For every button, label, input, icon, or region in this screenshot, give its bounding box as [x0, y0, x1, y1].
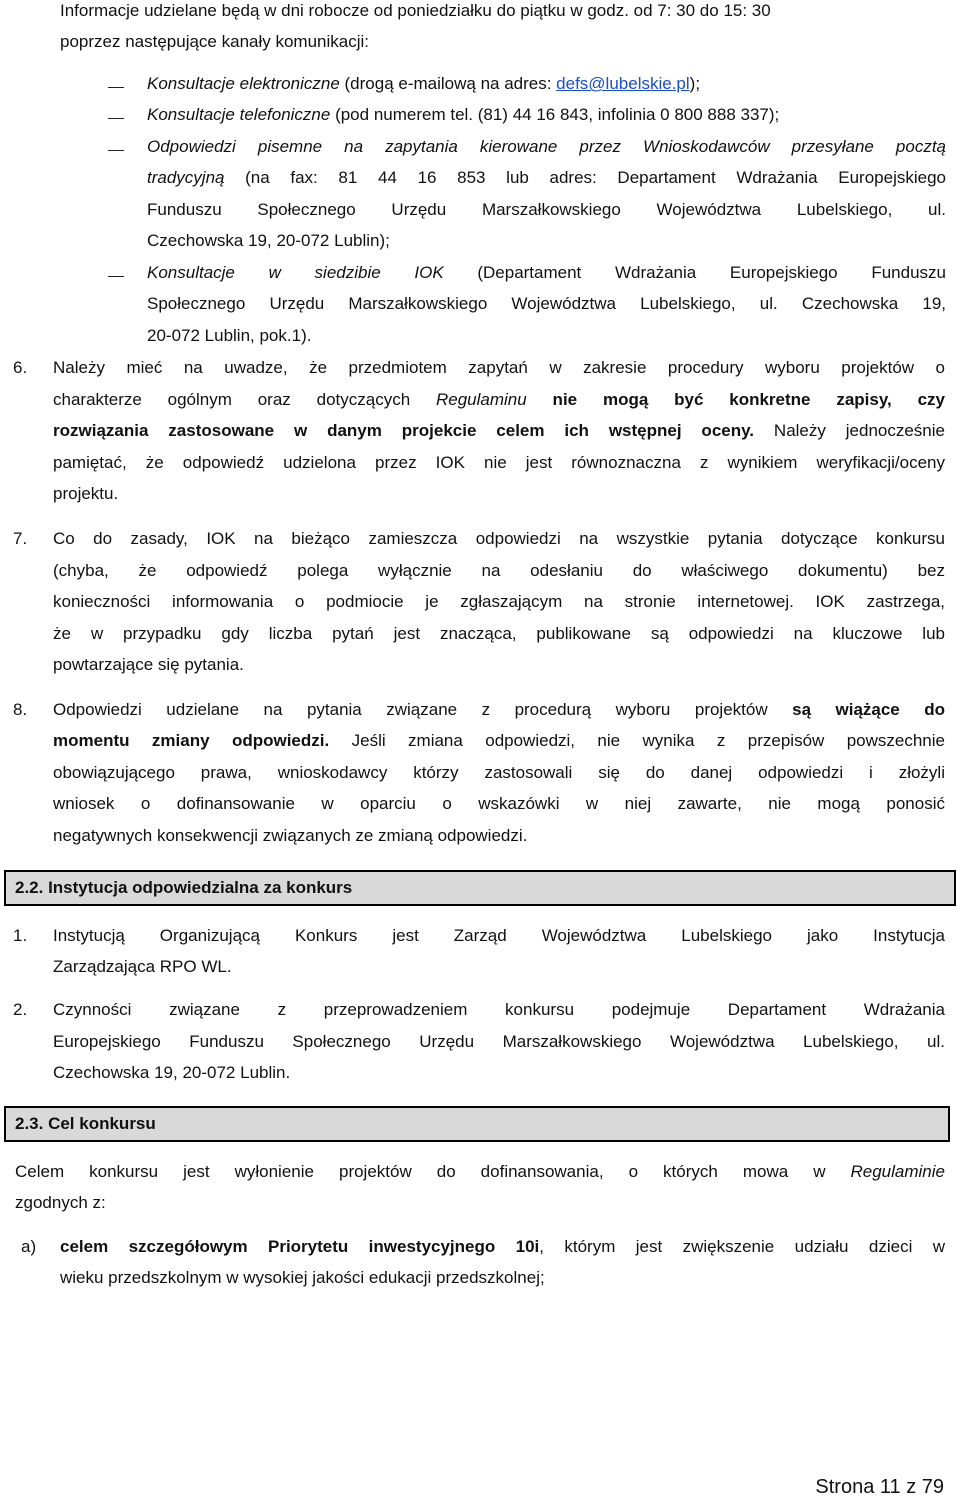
item8-line-2: [53, 731, 945, 751]
item7-line-5: powtarzające się pytania.: [53, 655, 244, 674]
channel-email-label: Konsultacje elektroniczne: [147, 74, 340, 93]
item7-line-4: że w przypadku gdy liczba pytań jest znacząca, publikowane są odpowiedzi na kluczowe lub: [53, 624, 945, 643]
item8-bold: są wiążące do: [792, 700, 946, 719]
item-number: 1.: [13, 926, 28, 945]
channel-written-line-2: [147, 168, 946, 188]
item7-line-1: Co do zasady, IOK na bieżąco zamieszcza odpowiedzi na wszystkie pytania dotyczące konkursu: [53, 529, 945, 548]
item6-line-1: Należy mieć na uwadze, że przedmiotem zapytań w zakresie procedury wyboru projektów o: [53, 358, 945, 377]
channel-office-text: (Departament Wdrażania Europejskiego Funduszu: [443, 263, 946, 282]
s23-item-a-line-2: wieku przedszkolnym w wysokiej jakości edukacji przedszkolnej;: [60, 1268, 545, 1287]
channel-written-line-1: [147, 137, 946, 157]
item8-line-4: wniosek o dofinansowanie w oparciu o wskazówki w niej zawarte, nie mogą ponosić: [53, 794, 945, 813]
item7-line-2: (chyba, że odpowiedź polega wyłącznie na odesłaniu do właściwego dokumentu) bez: [53, 561, 945, 580]
dash-bullet: [108, 87, 124, 88]
channel-written-label-2: tradycyjną: [147, 168, 225, 187]
item6-line-3: [53, 421, 945, 441]
s23-item-a-text: , którym jest zwiększenie udziału dzieci w: [539, 1237, 945, 1256]
s23-text: Celem konkursu jest wyłonienie projektów do dofinansowania, o których mowa w: [15, 1162, 851, 1181]
item8-line-1: [53, 700, 945, 720]
s23-item-a-line-1: [60, 1237, 945, 1257]
dash-bullet: [108, 276, 124, 277]
item8-line-5: negatywnych konsekwencji związanych ze zmianą odpowiedzi.: [53, 826, 528, 845]
item6-bold: nie mogą być konkretne zapisy, czy: [526, 390, 945, 409]
item6-text-2: Należy jednocześnie: [754, 421, 945, 440]
channel-written-text-2: (na fax: 81 44 16 853 lub adres: Departament Wdrażania Europejskiego: [224, 168, 946, 187]
s23-item-a-bold: celem szczegółowym Priorytetu inwestycyjnego 10i: [60, 1237, 540, 1256]
regulamin-italic-2: Regulaminie: [850, 1162, 945, 1181]
s23-paragraph-line-1: [15, 1162, 945, 1182]
section-heading-2-3: 2.3. Cel konkursu: [4, 1106, 950, 1142]
channel-office-line-2: Społecznego Urzędu Marszałkowskiego Województwa Lubelskiego, ul. Czechowska 19,: [147, 294, 946, 313]
item-number: 8.: [13, 700, 28, 719]
intro-line-2: poprzez następujące kanały komunikacji:: [60, 32, 370, 51]
channel-email-end: );: [689, 74, 701, 93]
regulamin-italic: Regulaminu: [436, 390, 527, 409]
item8-text-2: Jeśli zmiana odpowiedzi, nie wynika z przepisów powszechnie: [329, 731, 945, 750]
channel-office-line-3: 20-072 Lublin, pok.1).: [147, 326, 312, 345]
item6-line-4: pamiętać, że odpowiedź udzielona przez IOK nie jest równoznaczna z wynikiem weryfikacji/oceny: [53, 453, 945, 472]
item-number: 2.: [13, 1000, 28, 1019]
item6-text: charakterze ogólnym oraz dotyczących: [53, 390, 436, 409]
channel-phone-text: (pod numerem tel. (81) 44 16 843, infolinia 0 800 888 337);: [330, 105, 780, 124]
intro-line-1: Informacje udzielane będą w dni robocze od poniedziałku do piątku w godz. od 7: 30 do 15: 30: [60, 1, 771, 20]
channel-phone-label: Konsultacje telefoniczne: [147, 105, 331, 124]
s22-item1-line-2: Zarządzająca RPO WL.: [53, 957, 232, 976]
channel-phone: [147, 105, 779, 125]
item7-line-3: konieczności informowania o podmiocie je zgłaszającym na stronie internetowej. IOK zastrzega,: [53, 592, 945, 611]
channel-written-line-3: Funduszu Społecznego Urzędu Marszałkowskiego Województwa Lubelskiego, ul.: [147, 200, 946, 219]
item6-bold-2: rozwiązania zastosowane w danym projekcie celem ich wstępnej oceny.: [53, 421, 755, 440]
dash-bullet: [108, 118, 124, 119]
s22-item2-line-3: Czechowska 19, 20-072 Lublin.: [53, 1063, 291, 1082]
item-number: 6.: [13, 358, 28, 377]
s22-item2-line-2: Europejskiego Funduszu Społecznego Urzędu Marszałkowskiego Województwa Lubelskiego, ul.: [53, 1032, 945, 1051]
s22-item2-line-1: Czynności związane z przeprowadzeniem konkursu podejmuje Departament Wdrażania: [53, 1000, 945, 1019]
channel-written-label: Odpowiedzi pisemne na zapytania kierowane przez Wnioskodawców przesyłane pocztą: [147, 137, 946, 156]
channel-written-line-4: Czechowska 19, 20-072 Lublin);: [147, 231, 390, 250]
section-heading-2-2: 2.2. Instytucja odpowiedzialna za konkurs: [4, 870, 956, 906]
channel-office-label: Konsultacje w siedzibie IOK: [147, 263, 444, 282]
item6-line-5: projektu.: [53, 484, 119, 503]
list-letter-a: a): [21, 1237, 37, 1256]
s22-item1-line-1: Instytucją Organizującą Konkurs jest Zarząd Województwa Lubelskiego jako Instytucja: [53, 926, 945, 945]
channel-office-line-1: [147, 263, 946, 283]
item-number: 7.: [13, 529, 28, 548]
s23-paragraph-line-2: zgodnych z:: [15, 1193, 106, 1212]
item8-bold-2: momentu zmiany odpowiedzi.: [53, 731, 330, 750]
page-number: Strona 11 z 79: [815, 1476, 944, 1498]
dash-bullet: [108, 150, 124, 151]
item6-line-2: [53, 390, 945, 410]
channel-email: [147, 74, 700, 94]
item8-text: Odpowiedzi udzielane na pytania związane z procedurą wyboru projektów: [53, 700, 793, 719]
channel-email-text: (drogą e-mailową na adres:: [339, 74, 557, 93]
email-link[interactable]: defs@lubelskie.pl: [556, 74, 690, 93]
item8-line-3: obowiązującego prawa, wnioskodawcy którzy zastosowali się do danej odpowiedzi i złożyli: [53, 763, 945, 782]
